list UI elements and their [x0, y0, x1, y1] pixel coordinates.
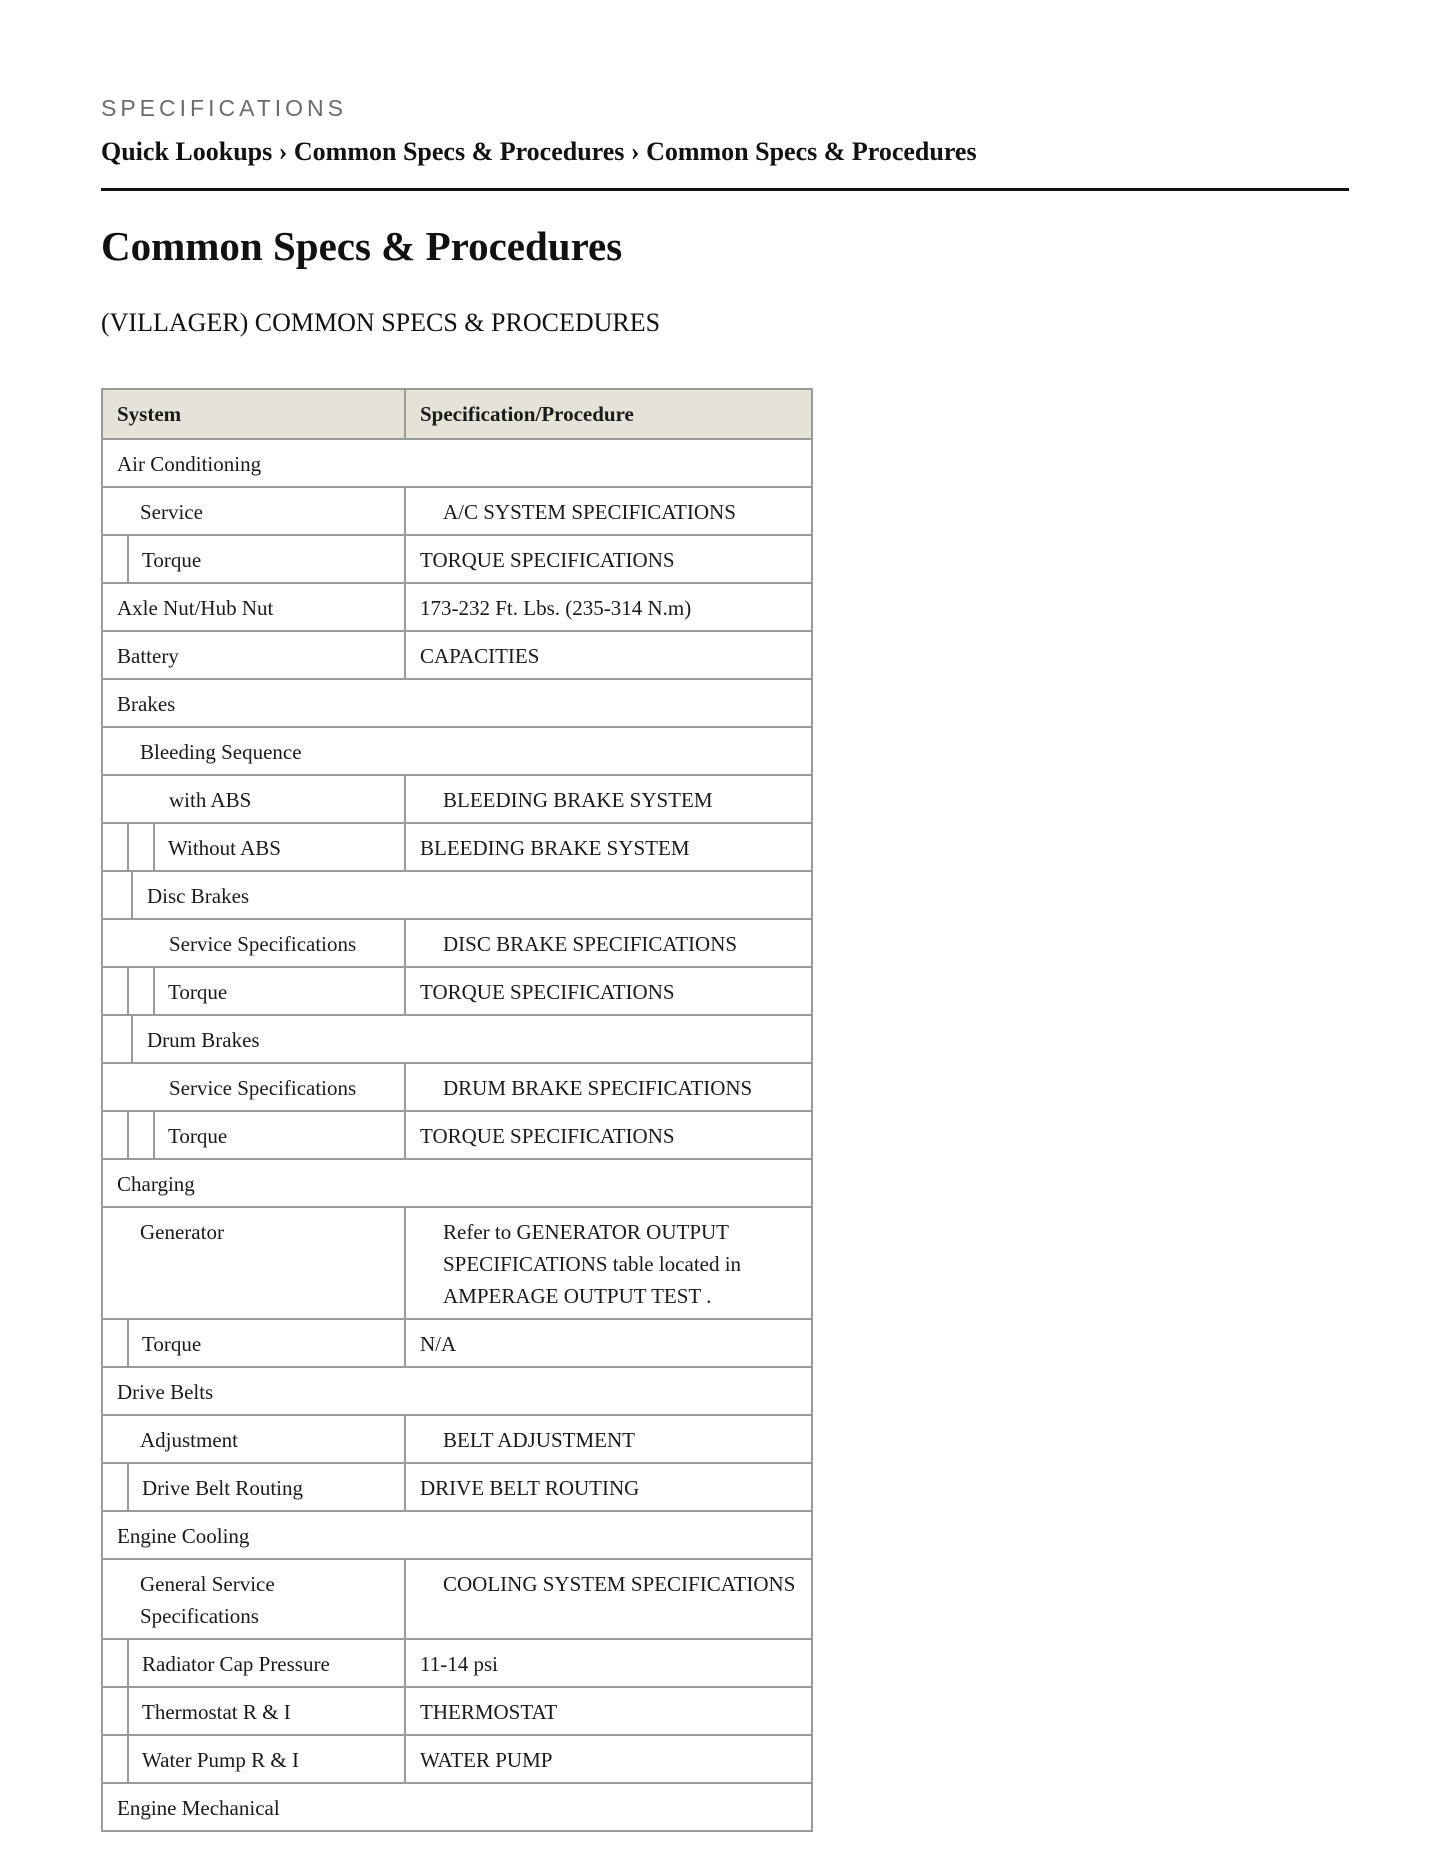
- row-system-cell: [102, 967, 405, 1015]
- row-system-label: Radiator Cap Pressure: [142, 1652, 330, 1676]
- row-system-cell: [102, 1735, 405, 1783]
- row-system-cell: [102, 1463, 405, 1511]
- table-row: [102, 1159, 812, 1207]
- row-system-cell: [102, 727, 812, 775]
- row-system-cell: [102, 1111, 405, 1159]
- row-system-label: Torque: [168, 980, 228, 1004]
- indent-spacer: [103, 1736, 129, 1782]
- table-row: [102, 631, 812, 679]
- table-header-row: [102, 389, 812, 439]
- table-row: [102, 727, 812, 775]
- row-system-cell: Service Specifications: [102, 919, 405, 967]
- row-system-cell: Adjustment: [102, 1415, 405, 1463]
- row-spec-cell[interactable]: TORQUE SPECIFICATIONS: [405, 535, 812, 583]
- column-header-system: System: [102, 389, 405, 439]
- page-subtitle: (VILLAGER) COMMON SPECS & PROCEDURES: [101, 308, 661, 337]
- table-row: [102, 919, 812, 967]
- table-row: [102, 1735, 812, 1783]
- table-row: [102, 439, 812, 487]
- table-row: [102, 1463, 812, 1511]
- row-system-cell: Generator: [102, 1207, 405, 1319]
- breadcrumb[interactable]: Quick Lookups › Common Specs & Procedures › Common Specs & Procedures: [101, 137, 977, 166]
- specs-table: [101, 388, 813, 1832]
- row-spec-cell[interactable]: DRUM BRAKE SPECIFICATIONS: [405, 1063, 812, 1111]
- indent-spacer: [129, 1112, 155, 1158]
- table-row: [102, 1639, 812, 1687]
- page-title: Common Specs & Procedures: [101, 223, 623, 269]
- row-system-cell: Engine Mechanical: [102, 1783, 812, 1831]
- table-row: [102, 775, 812, 823]
- row-system-label: Drum Brakes: [147, 1028, 260, 1052]
- row-spec-cell[interactable]: COOLING SYSTEM SPECIFICATIONS: [405, 1559, 812, 1639]
- table-row: [102, 1687, 812, 1735]
- table-row: [102, 967, 812, 1015]
- indent-spacer: [103, 1112, 129, 1158]
- table-row: [102, 487, 812, 535]
- row-spec-cell[interactable]: TORQUE SPECIFICATIONS: [405, 1111, 812, 1159]
- indent-spacer: [103, 1640, 129, 1686]
- row-spec-cell[interactable]: CAPACITIES: [405, 631, 812, 679]
- table-row: [102, 871, 812, 919]
- row-system-cell: Axle Nut/Hub Nut: [102, 583, 405, 631]
- table-row: [102, 1783, 812, 1831]
- row-system-cell: [102, 1319, 405, 1367]
- row-spec-cell[interactable]: DISC BRAKE SPECIFICATIONS: [405, 919, 812, 967]
- row-system-cell: General Service Specifications: [102, 1559, 405, 1639]
- indent-spacer: [103, 968, 129, 1014]
- row-spec-cell: 11-14 psi: [405, 1639, 812, 1687]
- table-row: [102, 1415, 812, 1463]
- indent-spacer: [103, 1320, 129, 1366]
- table-row: [102, 1063, 812, 1111]
- indent-spacer: [103, 1688, 129, 1734]
- row-system-cell: Battery: [102, 631, 405, 679]
- row-system-label: Torque: [142, 548, 202, 572]
- row-system-label: Drive Belt Routing: [142, 1476, 303, 1500]
- row-system-cell: Service: [102, 487, 405, 535]
- specs-table-body: [102, 439, 812, 1831]
- row-spec-cell[interactable]: A/C SYSTEM SPECIFICATIONS: [405, 487, 812, 535]
- row-spec-cell[interactable]: DRIVE BELT ROUTING: [405, 1463, 812, 1511]
- row-system-label: Torque: [168, 1124, 228, 1148]
- row-system-cell: [102, 1015, 812, 1063]
- row-system-cell: [102, 535, 405, 583]
- row-system-label: Torque: [142, 1332, 202, 1356]
- table-row: [102, 1511, 812, 1559]
- row-spec-cell[interactable]: THERMOSTAT: [405, 1687, 812, 1735]
- table-row: [102, 1111, 812, 1159]
- indent-spacer: [129, 824, 155, 870]
- row-spec-cell[interactable]: BLEEDING BRAKE SYSTEM: [405, 823, 812, 871]
- row-spec-cell[interactable]: N/A: [405, 1319, 812, 1367]
- indent-spacer: [103, 872, 133, 918]
- row-system-cell: [102, 871, 812, 919]
- row-system-cell: Charging: [102, 1159, 812, 1207]
- table-row: [102, 1207, 812, 1319]
- row-system-cell: [102, 823, 405, 871]
- indent-spacer: [103, 536, 129, 582]
- row-system-cell: Air Conditioning: [102, 439, 812, 487]
- indent-spacer: [103, 824, 129, 870]
- row-spec-cell[interactable]: TORQUE SPECIFICATIONS: [405, 967, 812, 1015]
- table-row: [102, 1015, 812, 1063]
- row-system-cell: Service Specifications: [102, 1063, 405, 1111]
- row-system-cell: [102, 1687, 405, 1735]
- table-row: [102, 1559, 812, 1639]
- table-row: [102, 535, 812, 583]
- row-spec-cell[interactable]: WATER PUMP: [405, 1735, 812, 1783]
- table-row: [102, 1319, 812, 1367]
- table-row: [102, 583, 812, 631]
- section-eyebrow: SPECIFICATIONS: [101, 95, 347, 121]
- table-row: [102, 679, 812, 727]
- row-system-label: Bleeding Sequence: [140, 740, 302, 764]
- row-system-cell: Brakes: [102, 679, 812, 727]
- row-system-cell: [102, 1639, 405, 1687]
- row-spec-cell: 173-232 Ft. Lbs. (235-314 N.m): [405, 583, 812, 631]
- row-system-label: Disc Brakes: [147, 884, 250, 908]
- row-spec-cell[interactable]: Refer to GENERATOR OUTPUT SPECIFICATIONS table located in AMPERAGE OUTPUT TEST .: [405, 1207, 812, 1319]
- row-system-cell: with ABS: [102, 775, 405, 823]
- indent-spacer: [103, 1016, 133, 1062]
- indent-spacer: [103, 1464, 129, 1510]
- table-row: [102, 823, 812, 871]
- column-header-spec: Specification/Procedure: [405, 389, 812, 439]
- table-row: [102, 1367, 812, 1415]
- row-system-label: Without ABS: [168, 836, 281, 860]
- row-system-cell: Engine Cooling: [102, 1511, 812, 1559]
- header-divider: [101, 188, 1349, 191]
- indent-spacer: [129, 968, 155, 1014]
- row-spec-cell[interactable]: BELT ADJUSTMENT: [405, 1415, 812, 1463]
- row-system-label: Thermostat R & I: [142, 1700, 291, 1724]
- row-system-label: Water Pump R & I: [142, 1748, 299, 1772]
- row-system-cell: Drive Belts: [102, 1367, 812, 1415]
- row-spec-cell[interactable]: BLEEDING BRAKE SYSTEM: [405, 775, 812, 823]
